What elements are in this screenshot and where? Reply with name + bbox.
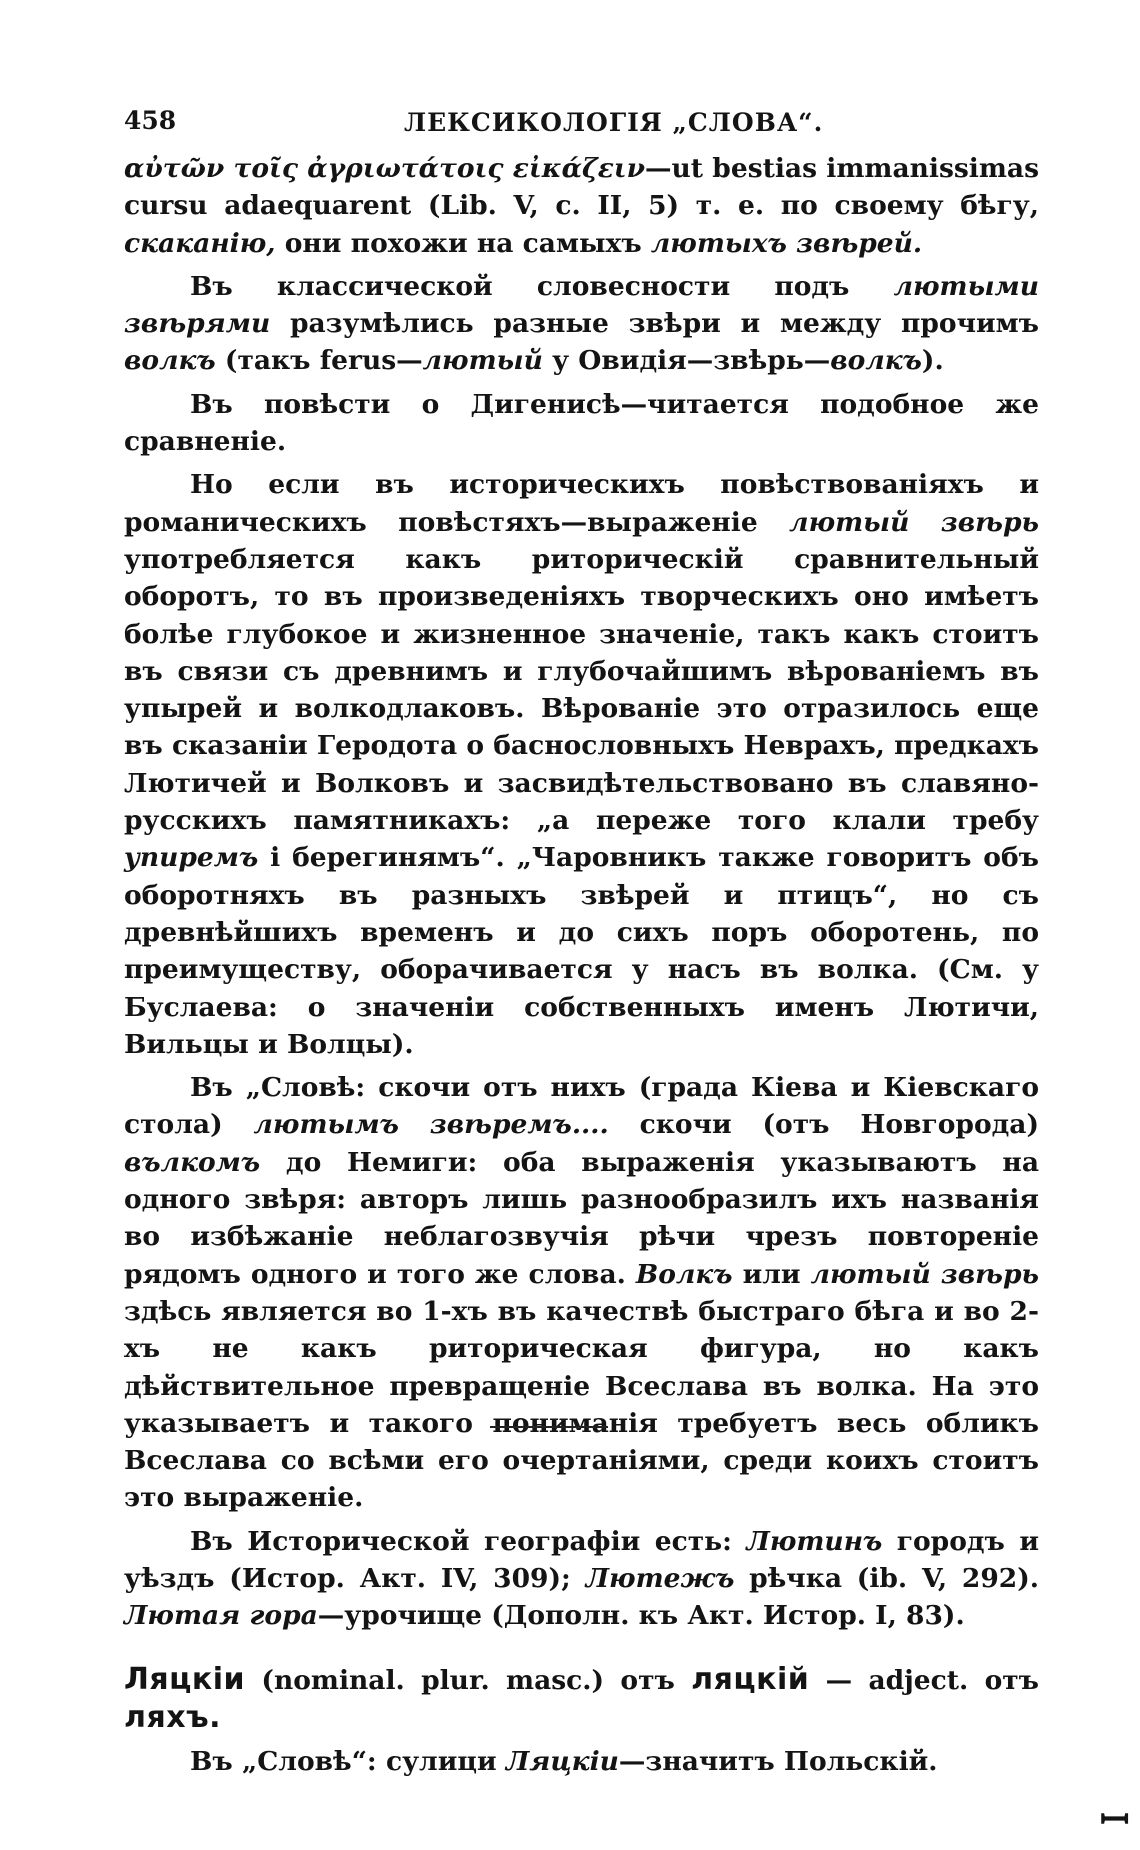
text-run: городъ и уѣздъ (Истор. Акт. IV, 309);: [124, 1525, 1039, 1594]
dictionary-entry: [124, 1661, 1039, 1738]
running-title: ЛЕКСИКОЛОГІЯ „СЛОВА“.: [404, 108, 824, 137]
text-run: Но если въ историческихъ повѣствованіяхъ и романическихъ повѣстяхъ—выраженіе: [124, 469, 1039, 538]
text-run: употребляется какъ риторическій сравнительный оборотъ, то въ произведеніяхъ творческихъ оно имѣетъ болѣе глубокое и жизненное значеніе, такъ какъ стоитъ въ связи съ древнимъ и глубочайшимъ вѣрованіемъ въ упырей и волкодлаковъ. Вѣрованіе это отразилось еще въ сказаніи Геродота о баснословныхъ Неврахъ, предкахъ Лютичей и Волковъ и засвидѣтельствовано въ славяно-русскихъ памятникахъ: „а переже того клали требу: [124, 543, 1040, 837]
text-run: разумѣлись разные звѣри и между прочимъ: [270, 308, 1039, 340]
text-run: Въ „Словѣ: скочи отъ нихъ (града Кіева и Кіевскаго стола): [124, 1072, 1039, 1141]
paragraph-5: [124, 1069, 1039, 1517]
text-run: здѣсь является во 1-хъ въ качествѣ быстраго бѣга и во 2-хъ не какъ риторическая фигура, но какъ дѣйствительное превращеніе Всеслава въ волка. На это указываетъ и такого пониманія требуетъ весь обликъ Всеслава со всѣми его очертаніями, среди коихъ стоитъ это выраженіе.: [124, 1295, 1039, 1514]
italic-term: волкъ: [830, 345, 922, 377]
italic-term: лютый звѣрь: [789, 506, 1039, 538]
italic-term: лютыми звѣрями: [124, 270, 1039, 340]
paragraph-3: Въ повѣсти о Дигенисѣ—читается подобное же сравненіе.: [124, 388, 1039, 458]
text-run: і берегинямъ“. „Чаровникъ также говоритъ объ оборотняхъ въ разныхъ звѣрей и птицъ“, но съ древнѣйшихъ временъ и до сихъ поръ оборотень, по преимуществу, оборачивается у насъ въ волка. (См. у Буслаева: о значеніи собственныхъ именъ Лютичи, Вильцы и Волцы).: [124, 842, 1039, 1060]
page-number: 458: [124, 106, 177, 135]
italic-term: лютый: [422, 345, 543, 377]
entry-headword: Ляцкіи: [124, 1661, 246, 1697]
paragraph-4: [124, 466, 1039, 1063]
text-run: —значитъ Польскій.: [618, 1746, 938, 1778]
italic-term: упиремъ: [124, 842, 259, 874]
latin-quote: —ut bestias immanissimas cursu adaequarent (Lib. V, c. II, 5): [124, 153, 1039, 222]
italic-term: скаканію,: [124, 227, 276, 259]
text-run: они похожи на самыхъ: [275, 227, 651, 259]
entry-headword-3: ляхъ.: [124, 1699, 222, 1735]
italic-term: Лютая гора: [124, 1600, 318, 1632]
italic-term: лютымъ звѣремъ....: [253, 1109, 609, 1141]
text-run: Въ Исторической географіи есть:: [190, 1525, 747, 1557]
italic-term: лютый звѣрь: [810, 1258, 1039, 1290]
paragraph-2: [124, 268, 1039, 380]
entry-headword-2: ляцкій: [691, 1661, 810, 1697]
text-run: скочи (отъ Новгорода): [608, 1109, 1039, 1141]
paragraph-7: [124, 1743, 1039, 1780]
text-run: Въ „Словѣ“: сулици: [190, 1746, 506, 1778]
italic-term: волкъ: [124, 345, 216, 377]
section-divider: [490, 1426, 608, 1428]
italic-term: Ляцкіи: [505, 1746, 619, 1778]
paragraph-1: [124, 150, 1039, 262]
text-run: — adject. отъ: [809, 1664, 1039, 1696]
italic-term: лютыхъ звѣрей.: [650, 227, 923, 259]
page-header: [124, 106, 1044, 146]
italic-term: Лютинъ: [746, 1525, 883, 1557]
greek-quote: αὐτῶν τοῖς ἀγριωτάτοις εἰκάζειν: [124, 153, 646, 184]
corner-mark: ꟷ: [1100, 1799, 1130, 1841]
italic-term: Волкъ: [635, 1258, 733, 1290]
text-run: у Овидія—звѣрь—: [542, 345, 831, 377]
text-run: Въ классической словесности подъ: [190, 270, 894, 302]
text-run: до Немиги: оба выраженія указываютъ на одного звѣря: авторъ лишь разнообразилъ ихъ названія во избѣжаніе неблагозвучія рѣчи чрезъ повтореніе рядомъ одного и того же слова.: [124, 1146, 1039, 1290]
text-run: или: [732, 1258, 811, 1290]
italic-term: вълкомъ: [124, 1146, 261, 1178]
text-run: т. е. по своему бѣгу,: [679, 190, 1039, 222]
text-run: ).: [921, 345, 944, 377]
body-text: [124, 150, 1039, 1780]
text-run: —урочище (Дополн. къ Акт. Истор. I, 83).: [317, 1600, 965, 1632]
paragraph-6: [124, 1523, 1039, 1635]
text-run: рѣчка (ib. V, 292).: [734, 1562, 1039, 1594]
italic-term: Лютежъ: [585, 1562, 735, 1594]
text-run: (nominal. plur. masc.) отъ: [245, 1664, 692, 1696]
text-run: (такъ ferus—: [215, 345, 423, 377]
